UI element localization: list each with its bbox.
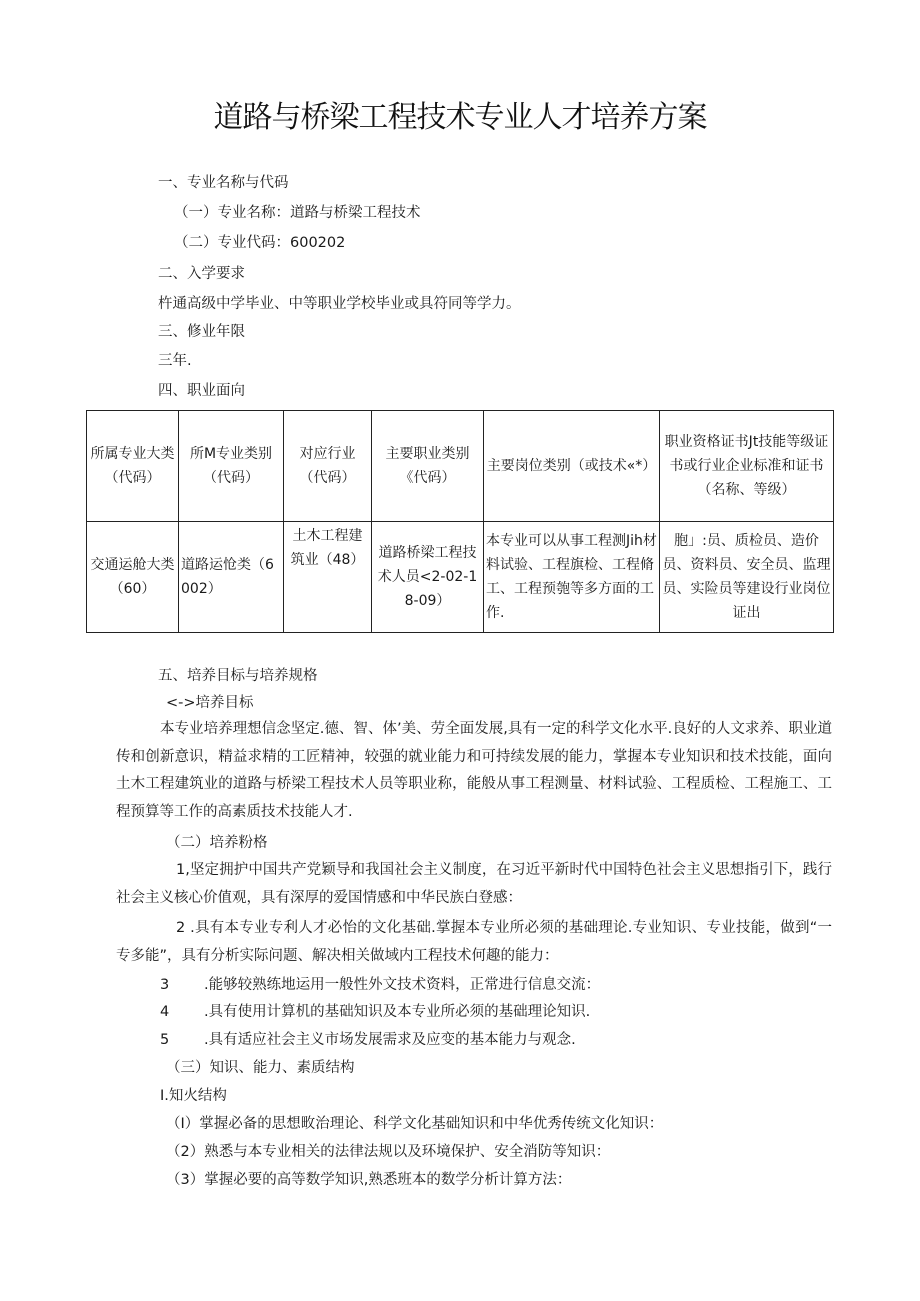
table-header-cell: 主要岗位类别（或技术«*） <box>484 411 660 522</box>
spec-item-text: .具有本专业专利人才必怡的文化基础.掌握本专业所必须的基础理论.专业知识、专业技能，做到“一专多能”，具有分析实际问题、解决相关做域内工程技术何趣的能力： <box>116 920 833 964</box>
spec-item-number: 3 <box>160 977 170 993</box>
table-row <box>87 522 834 633</box>
section-3-heading: 三、修业年限 <box>158 324 245 340</box>
knowledge-item: （2）熟悉与本专业相关的法律法规以及环境保护、安全消防等知识： <box>166 1144 611 1160</box>
table-cell: 道路运怆类（6002） <box>179 522 284 633</box>
spec-item-text: 坚定拥护中国共产党颖导和我国社会主义制度，在习近平新时代中国特色社会主义思想指引下，践行社会主义核心价值观，具有深厚的爱国情感和中华民族白登感： <box>116 862 832 906</box>
spec-item-3 <box>160 975 600 995</box>
table-header-cell: 主要职业类别《代码） <box>372 411 484 522</box>
knowledge-item: （I）掌握必备的思想畋治理论、科学文化基础知识和中华优秀传统文化知识： <box>166 1116 664 1132</box>
section-2-heading: 二、入学要求 <box>158 266 245 282</box>
table-cell: 交通运舱大类（60） <box>87 522 179 633</box>
major-code: （二）专业代码：600202 <box>174 235 346 251</box>
knowledge-item: （3）掌握必要的高等数学知识,熟悉班本的数学分析计算方法： <box>166 1172 572 1188</box>
table-cell: 道路桥梁工程技术人员<2-02-18-09） <box>372 522 484 633</box>
spec-item-text: .具有使用计算机的基础知识及本专业所必须的基础理论知识. <box>204 1004 591 1020</box>
section-1-heading: 一、专业名称与代码 <box>158 175 289 191</box>
table-cell: 胞」:员、质检员、造价员、资料员、安全员、监理员、实险员等建设行业岗位证出 <box>660 522 834 633</box>
table-header-cell: 职业资格证书Jt技能等级证书或行业企业标准和证书（名称、等级） <box>660 411 834 522</box>
spec-item-number: 4 <box>160 1004 170 1020</box>
spec-item-1 <box>116 857 832 912</box>
spec-item-number: 1, <box>176 862 190 878</box>
training-goal-text: 本专业培养理想信念坚定.德、智、体’美、劳全面发展,具有一定的科学文化水平.良好的人文求养、职业道传和创新意识，精益求精的工匠精神，较强的就业能力和可持续发展的能力，掌握本专业知识和技术技能，面向土木工程建筑业的道路与桥梁工程技术人员等职业称，能般从事工程测量、材料试验、工程质检、工程施工、工程预算等工作的高素质技术技能人才. <box>116 721 832 820</box>
document-title: 道路与桥梁工程技术专业人才培养方案 <box>213 100 707 135</box>
section-5-heading: 五、培养目标与培养规格 <box>158 668 318 684</box>
spec-item-4 <box>160 1002 590 1022</box>
structure-heading: （三）知识、能力、素质结构 <box>166 1060 355 1076</box>
spec-item-text: .具有适应社会主义市场发展需求及应变的基本能力与观念. <box>204 1032 576 1048</box>
career-table <box>86 410 834 633</box>
spec-item-2 <box>116 915 832 970</box>
table-cell: 土木工程建筑业（48） <box>284 522 372 633</box>
duration-text: 三年. <box>158 353 192 369</box>
knowledge-heading: I.知火结构 <box>160 1088 227 1104</box>
spec-item-5 <box>160 1030 576 1050</box>
table-header-cell: 所属专业大类（代码） <box>87 411 179 522</box>
spec-item-number: 2 <box>176 920 186 936</box>
spec-item-number: 5 <box>160 1032 170 1048</box>
training-spec-heading: （二）培养粉格 <box>166 835 268 851</box>
table-cell: 本专业可以从事工程测Jih材料试验、工程旗检、工程脩工、工程预匏等多方面的工作. <box>484 522 660 633</box>
table-header-row <box>87 411 834 522</box>
major-name: （一）专业名称：道路与桥梁工程技术 <box>174 205 421 221</box>
table-header-cell: 对应行业（代码） <box>284 411 372 522</box>
spec-item-text: .能够较熟练地运用一般性外文技术资料，正常进行信息交流： <box>204 977 601 993</box>
training-goal-heading: <->培养目标 <box>166 695 254 711</box>
section-4-heading: 四、职业面向 <box>158 383 245 399</box>
table-header-cell: 所M专业类别（代码） <box>179 411 284 522</box>
admission-text: 杵通高级中学毕业、中等职业学校毕业或具符同等学力。 <box>158 296 521 312</box>
